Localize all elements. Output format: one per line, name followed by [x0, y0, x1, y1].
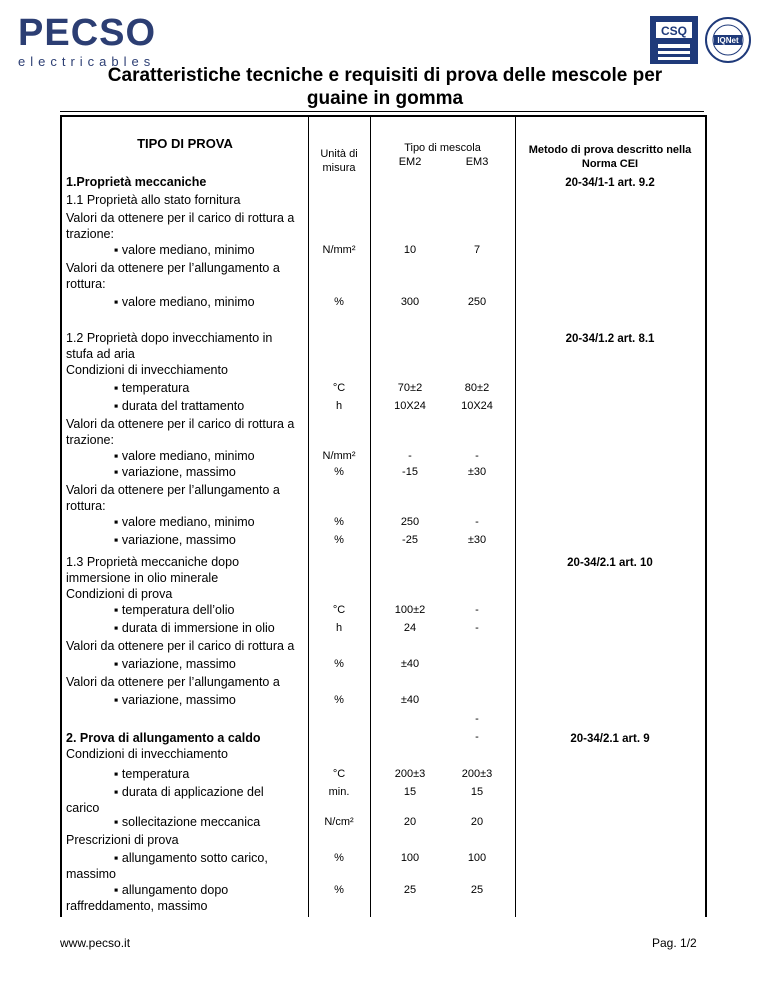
row-label: ▪ durata del trattamento	[114, 399, 245, 413]
row-em3-value: ±30	[467, 534, 487, 546]
row-em2-value: 20	[403, 816, 417, 828]
row-label: Valori da ottenere per l’allungamento a	[66, 483, 280, 497]
row-label: 2. Prova di allungamento a caldo	[66, 731, 261, 745]
header-tipo-prova: TIPO DI PROVA	[137, 136, 233, 151]
row-label: ▪ durata di immersione in olio	[114, 621, 275, 635]
row-label: 1.1 Proprietà allo stato fornitura	[66, 193, 241, 207]
row-em3-value: 100	[467, 852, 487, 864]
row-label: ▪ temperatura	[114, 767, 190, 781]
row-unit: N/mm²	[322, 244, 356, 256]
row-label: ▪ durata di applicazione del	[114, 785, 264, 799]
row-unit: %	[334, 466, 344, 478]
test-method-ref: 20-34/1-1 art. 9.2	[565, 177, 655, 189]
row-label: Valori da ottenere per il carico di rottura a	[66, 639, 295, 653]
row-label: Prescrizioni di prova	[66, 833, 179, 847]
row-label: Condizioni di invecchiamento	[66, 747, 228, 761]
row-em3-value: -	[475, 450, 479, 462]
row-em3-value: -	[475, 516, 479, 528]
col-divider-2	[370, 117, 371, 917]
row-label: 1.Proprietà meccaniche	[66, 175, 207, 189]
col-divider-3	[515, 117, 516, 917]
row-unit: N/cm²	[324, 816, 354, 828]
row-em2-value: 250	[400, 516, 420, 528]
row-em3-value: 20	[470, 816, 484, 828]
row-label: 1.3 Proprietà meccaniche dopo	[66, 555, 240, 569]
test-method-ref: 20-34/2.1 art. 9	[570, 733, 650, 745]
test-method-ref: 20-34/1.2 art. 8.1	[565, 333, 655, 345]
row-em2-value: 24	[403, 622, 417, 634]
row-em2-value: 300	[400, 296, 420, 308]
cert1-label: CSQ	[660, 24, 688, 38]
header-metodo	[515, 143, 705, 171]
row-label: ▪ allungamento dopo	[114, 883, 229, 897]
row-label: ▪ temperatura dell’olio	[114, 603, 235, 617]
cert2-label: IQNet	[717, 36, 739, 45]
row-unit: %	[334, 884, 344, 896]
row-em2-value: ±40	[400, 694, 420, 706]
row-unit: %	[334, 516, 344, 528]
row-label: ▪ variazione, massimo	[114, 657, 236, 671]
row-em2-value: -	[408, 450, 412, 462]
row-label: trazione:	[66, 433, 114, 447]
extra-dash: -	[475, 731, 479, 743]
row-label: ▪ variazione, massimo	[114, 533, 236, 547]
row-em2-value: ±40	[400, 658, 420, 670]
row-label: massimo	[66, 867, 117, 881]
row-em3-value: -	[475, 604, 479, 616]
row-unit: °C	[332, 604, 346, 616]
row-label: stufa ad aria	[66, 347, 135, 361]
row-label: raffreddamento, massimo	[66, 899, 208, 913]
row-em3-value: 200±3	[461, 768, 493, 780]
row-label: immersione in olio minerale	[66, 571, 219, 585]
row-label: ▪ temperatura	[114, 381, 190, 395]
row-em2-value: 200±3	[394, 768, 426, 780]
row-label: 1.2 Proprietà dopo invecchiamento in	[66, 331, 273, 345]
row-label: ▪ variazione, massimo	[114, 465, 236, 479]
row-em2-value: 100	[400, 852, 420, 864]
row-em3-value: 25	[470, 884, 484, 896]
document-title	[40, 64, 730, 110]
row-label: Condizioni di invecchiamento	[66, 363, 228, 377]
iqnet-cert-icon	[704, 16, 752, 64]
row-em3-value: ±30	[467, 466, 487, 478]
row-label: rottura:	[66, 499, 106, 513]
row-unit: N/mm²	[322, 450, 356, 462]
title-line-2: guaine in gomma	[306, 88, 464, 109]
row-unit: °C	[332, 768, 346, 780]
row-label: Valori da ottenere per il carico di rottura a	[66, 417, 295, 431]
header-metodo-l2: Norma CEI	[581, 158, 639, 170]
header-em2: EM2	[398, 156, 422, 168]
row-em2-value: 25	[403, 884, 417, 896]
footer-page-number: Pag. 1/2	[652, 936, 697, 950]
row-unit: min.	[328, 786, 350, 798]
row-em2-value: -25	[402, 534, 418, 546]
row-label: rottura:	[66, 277, 106, 291]
row-em2-value: 100±2	[394, 604, 426, 616]
company-logo	[18, 14, 156, 69]
row-label: ▪ valore mediano, minimo	[114, 515, 255, 529]
row-label: ▪ valore mediano, minimo	[114, 243, 255, 257]
header-em3: EM3	[465, 156, 489, 168]
row-label: trazione:	[66, 227, 114, 241]
row-label: Valori da ottenere per l’allungamento a	[66, 675, 280, 689]
row-label: Valori da ottenere per l’allungamento a	[66, 261, 280, 275]
row-unit: h	[335, 622, 343, 634]
row-unit: %	[334, 694, 344, 706]
row-label: ▪ valore mediano, minimo	[114, 295, 255, 309]
row-em3-value: -	[475, 622, 479, 634]
row-unit: °C	[332, 382, 346, 394]
row-label: Condizioni di prova	[66, 587, 173, 601]
row-em3-value: 15	[470, 786, 484, 798]
header-tipo-mescola: Tipo di mescola	[404, 142, 481, 154]
row-unit: %	[334, 658, 344, 670]
row-em2-value: 70±2	[397, 382, 423, 394]
row-unit: h	[335, 400, 343, 412]
row-em3-value: 10X24	[461, 400, 493, 412]
footer-url[interactable]: www.pecso.it	[60, 936, 131, 950]
row-label: ▪ allungamento sotto carico,	[114, 851, 268, 865]
row-em3-value: 250	[467, 296, 487, 308]
header-unita-l1: Unità di	[320, 148, 358, 160]
spec-table	[60, 115, 707, 917]
row-unit: %	[334, 534, 344, 546]
csq-cert-icon	[650, 16, 698, 64]
row-em2-value: 10X24	[394, 400, 426, 412]
row-unit: %	[334, 296, 344, 308]
row-label: ▪ sollecitazione meccanica	[114, 815, 261, 829]
row-em2-value: 10	[403, 244, 417, 256]
row-unit: %	[334, 852, 344, 864]
logo-sub-text: electricables	[18, 54, 156, 69]
row-em2-value: -15	[402, 466, 418, 478]
row-em3-value: 80±2	[464, 382, 490, 394]
row-label: Valori da ottenere per il carico di rottura a	[66, 211, 295, 225]
title-underline	[60, 111, 704, 112]
extra-dash: -	[475, 713, 479, 725]
logo-main-text: PECSO	[18, 12, 157, 54]
header-unita-l2: misura	[322, 162, 356, 174]
row-label: carico	[66, 801, 100, 815]
header-unita	[308, 147, 370, 175]
row-em3-value: 7	[473, 244, 481, 256]
title-line-1: Caratteristiche tecniche e requisiti di prova delle mescole per	[107, 65, 663, 86]
header-metodo-l1: Metodo di prova descritto nella	[528, 144, 692, 156]
test-method-ref: 20-34/2.1 art. 10	[567, 557, 653, 569]
row-label: ▪ valore mediano, minimo	[114, 449, 255, 463]
row-label: ▪ variazione, massimo	[114, 693, 236, 707]
row-em2-value: 15	[403, 786, 417, 798]
